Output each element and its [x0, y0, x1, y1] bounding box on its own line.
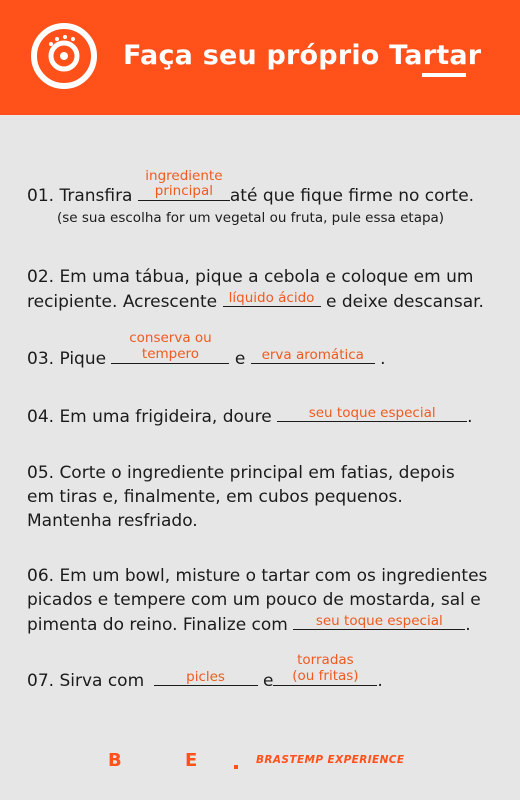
step-02 — [27, 265, 484, 314]
fill-blank — [223, 289, 321, 307]
brand-letter-e: E — [185, 750, 198, 771]
footer-brand — [0, 750, 520, 774]
fill-blank — [293, 612, 465, 630]
fill-blank — [154, 668, 258, 686]
step-text: 05. Corte o ingrediente principal em fatias, depois — [27, 463, 455, 483]
title-underline — [422, 73, 466, 77]
step-text: em tiras e, finalmente, em cubos pequenos. — [27, 487, 403, 507]
step-text: picados e tempere com um pouco de mostarda, sal e — [27, 590, 481, 610]
step-07 — [27, 652, 383, 693]
header-banner — [0, 0, 520, 115]
step-text: Mantenha resfriado. — [27, 511, 198, 531]
brand-text: BRASTEMP EXPERIENCE — [256, 754, 405, 766]
step-text: . — [465, 615, 471, 635]
brastemp-ring-icon — [30, 22, 98, 90]
step-text: 07. Sirva com — [27, 671, 145, 691]
fill-blank — [273, 652, 377, 686]
step-text: 03. Pique — [27, 349, 107, 369]
step-03 — [27, 330, 386, 371]
step-text: 04. Em uma frigideira, doure — [27, 407, 272, 427]
fill-blank — [277, 404, 467, 422]
step-text: e — [262, 671, 274, 691]
step-text: . — [467, 407, 473, 427]
fill-answer: seu toque especial — [308, 405, 436, 421]
step-text: e — [234, 349, 246, 369]
page-title: Faça seu próprio Tartar — [123, 40, 482, 71]
brand-letter-b: B — [108, 750, 122, 771]
fill-answer: erva aromática — [261, 347, 364, 363]
step-text: até que fique firme no corte. — [229, 186, 475, 206]
step-01 — [27, 168, 475, 208]
step-04 — [27, 404, 473, 429]
fill-blank — [138, 168, 230, 201]
step-05 — [27, 461, 455, 533]
step-text: . — [380, 349, 386, 369]
step-text: 01. Transfira — [27, 186, 133, 206]
step-06 — [27, 564, 487, 637]
step-text: . — [377, 671, 383, 691]
step-text: recipiente. Acrescente — [27, 292, 218, 312]
step-text: 02. Em uma tábua, pique a cebola e coloque em um — [27, 267, 474, 287]
fill-answer: seu toque especial — [315, 613, 443, 629]
brand-dot — [234, 765, 238, 769]
fill-answer: ingrediente principal — [145, 168, 223, 199]
fill-blank — [111, 330, 229, 364]
step-text: 06. Em um bowl, misture o tartar com os ingredientes — [27, 566, 488, 586]
fill-answer: líquido ácido — [228, 290, 315, 306]
step-text: pimenta do reino. Finalize com — [27, 615, 288, 635]
fill-answer: picles — [186, 669, 225, 685]
step-text: e deixe descansar. — [325, 292, 484, 312]
fill-blank — [251, 346, 375, 364]
fill-answer: conserva ou tempero — [129, 330, 212, 362]
fill-answer: torradas (ou fritas) — [292, 652, 359, 684]
step-note: (se sua escolha for um vegetal ou fruta, pule essa etapa) — [57, 210, 445, 226]
